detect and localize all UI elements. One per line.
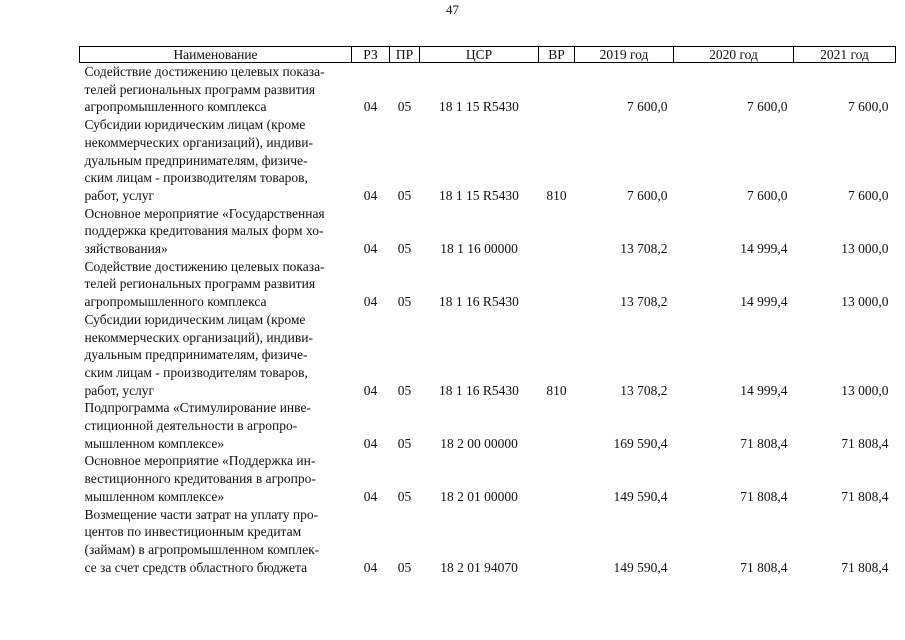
header-csr: ЦСР xyxy=(420,47,539,63)
row-rz: 04 xyxy=(363,241,378,257)
row-name-line: агропромышленного комплекса xyxy=(84,294,267,310)
row-vr: 810 xyxy=(546,382,567,398)
row-rz: 04 xyxy=(363,187,378,203)
row-pr: 05 xyxy=(397,435,412,451)
row-name-line: мышленном комплексе» xyxy=(84,435,225,451)
row-value-2021: 13 000,0 xyxy=(841,241,889,257)
row-value-2021: 7 600,0 xyxy=(848,187,889,203)
row-name-line: некоммерческих организаций), индиви- xyxy=(84,134,313,150)
row-csr: 18 1 15 R5430 xyxy=(439,187,519,203)
header-row xyxy=(80,47,896,63)
table-row xyxy=(80,506,896,577)
row-pr: 05 xyxy=(397,294,412,310)
table-row xyxy=(80,399,896,452)
row-name-line: Содействие достижению целевых показа- xyxy=(84,258,325,274)
row-value-2020: 71 808,4 xyxy=(740,435,788,451)
row-value-2021: 7 600,0 xyxy=(848,99,889,115)
row-name-line: центов по инвестиционным кредитам xyxy=(84,524,302,540)
row-pr: 05 xyxy=(397,488,412,504)
row-value-2019: 7 600,0 xyxy=(627,187,668,203)
row-pr: 05 xyxy=(397,382,412,398)
row-csr: 18 2 01 00000 xyxy=(440,488,518,504)
table-row xyxy=(80,311,896,400)
row-name xyxy=(80,258,352,311)
row-name xyxy=(80,311,352,400)
row-value-2019: 149 590,4 xyxy=(613,488,668,504)
row-rz: 04 xyxy=(363,435,378,451)
row-name-line: Субсидии юридическим лицам (кроме xyxy=(84,311,306,327)
row-value-2021: 13 000,0 xyxy=(841,382,889,398)
row-vr xyxy=(539,63,575,117)
row-csr: 18 1 16 R5430 xyxy=(439,294,519,310)
row-vr xyxy=(539,452,575,505)
row-name-line: Субсидии юридическим лицам (кроме xyxy=(84,117,306,133)
header-rz: РЗ xyxy=(352,47,390,63)
row-csr: 18 1 16 R5430 xyxy=(439,382,519,398)
table-body xyxy=(80,63,896,577)
row-name xyxy=(80,506,352,577)
row-name-line: работ, услуг xyxy=(84,382,155,398)
row-rz: 04 xyxy=(363,294,378,310)
row-value-2020: 71 808,4 xyxy=(740,559,788,575)
header-2021: 2021 год xyxy=(794,47,896,63)
row-csr: 18 1 15 R5430 xyxy=(439,99,519,115)
row-value-2020: 14 999,4 xyxy=(740,294,788,310)
row-name xyxy=(80,63,352,117)
row-name-line: поддержка кредитования малых форм хо- xyxy=(84,223,324,239)
row-name-line: Содействие достижению целевых показа- xyxy=(84,64,325,79)
row-name-line: вестиционного кредитования в агропро- xyxy=(84,471,316,487)
row-name-line: стиционной деятельности в агропро- xyxy=(84,418,298,434)
row-value-2019: 169 590,4 xyxy=(613,435,668,451)
row-name-line: агропромышленного комплекса xyxy=(84,99,267,115)
budget-table xyxy=(79,46,896,576)
row-pr: 05 xyxy=(397,187,412,203)
row-name-line: мышленном комплексе» xyxy=(84,488,225,504)
row-name xyxy=(80,205,352,258)
row-value-2019: 7 600,0 xyxy=(627,99,668,115)
row-value-2021: 13 000,0 xyxy=(841,294,889,310)
header-name: Наименование xyxy=(80,47,352,63)
row-name-line: (займам) в агропромышленном комплек- xyxy=(84,541,320,557)
table-row xyxy=(80,452,896,505)
row-name-line: дуальным предпринимателям, физиче- xyxy=(84,347,308,363)
row-value-2020: 7 600,0 xyxy=(747,99,788,115)
row-vr xyxy=(539,205,575,258)
row-value-2020: 14 999,4 xyxy=(740,241,788,257)
row-name-line: Основное мероприятие «Поддержка ин- xyxy=(84,453,316,469)
header-2020: 2020 год xyxy=(674,47,794,63)
row-name-line: Подпрограмма «Стимулирование инве- xyxy=(84,400,311,416)
row-name-line: зяйствования» xyxy=(84,241,168,257)
row-pr: 05 xyxy=(397,559,412,575)
row-value-2020: 7 600,0 xyxy=(747,187,788,203)
row-vr xyxy=(539,506,575,577)
row-vr xyxy=(539,258,575,311)
row-pr: 05 xyxy=(397,99,412,115)
header-2019: 2019 год xyxy=(575,47,674,63)
row-rz: 04 xyxy=(363,488,378,504)
row-value-2021: 71 808,4 xyxy=(841,435,889,451)
header-pr: ПР xyxy=(390,47,420,63)
row-vr: 810 xyxy=(546,187,567,203)
row-name xyxy=(80,452,352,505)
row-value-2019: 13 708,2 xyxy=(620,382,668,398)
row-rz: 04 xyxy=(363,99,378,115)
row-name-line: работ, услуг xyxy=(84,187,155,203)
row-name-line: ским лицам - производителям товаров, xyxy=(84,364,308,380)
row-rz: 04 xyxy=(363,382,378,398)
row-value-2019: 13 708,2 xyxy=(620,241,668,257)
row-value-2020: 14 999,4 xyxy=(740,382,788,398)
row-name-line: Возмещение части затрат на уплату про- xyxy=(84,506,319,522)
row-pr: 05 xyxy=(397,241,412,257)
row-value-2021: 71 808,4 xyxy=(841,559,889,575)
page-number: 47 xyxy=(446,2,459,17)
row-name-line: телей региональных программ развития xyxy=(84,81,316,97)
table-row xyxy=(80,258,896,311)
table-row xyxy=(80,205,896,258)
row-name-line: телей региональных программ развития xyxy=(84,276,316,292)
table-row xyxy=(80,116,896,205)
table-row xyxy=(80,63,896,117)
row-name xyxy=(80,399,352,452)
row-name-line: Основное мероприятие «Государственная xyxy=(84,205,325,221)
row-csr: 18 1 16 00000 xyxy=(440,241,518,257)
row-name xyxy=(80,116,352,205)
row-value-2021: 71 808,4 xyxy=(841,488,889,504)
row-value-2020: 71 808,4 xyxy=(740,488,788,504)
header-vr: ВР xyxy=(539,47,575,63)
row-csr: 18 2 01 94070 xyxy=(440,559,518,575)
row-name-line: се за счет средств областного бюджета xyxy=(84,559,308,575)
row-rz: 04 xyxy=(363,559,378,575)
row-name-line: дуальным предпринимателям, физиче- xyxy=(84,152,308,168)
row-value-2019: 13 708,2 xyxy=(620,294,668,310)
row-value-2019: 149 590,4 xyxy=(613,559,668,575)
row-name-line: некоммерческих организаций), индиви- xyxy=(84,329,313,345)
row-csr: 18 2 00 00000 xyxy=(440,435,518,451)
row-name-line: ским лицам - производителям товаров, xyxy=(84,170,308,186)
row-vr xyxy=(539,399,575,452)
